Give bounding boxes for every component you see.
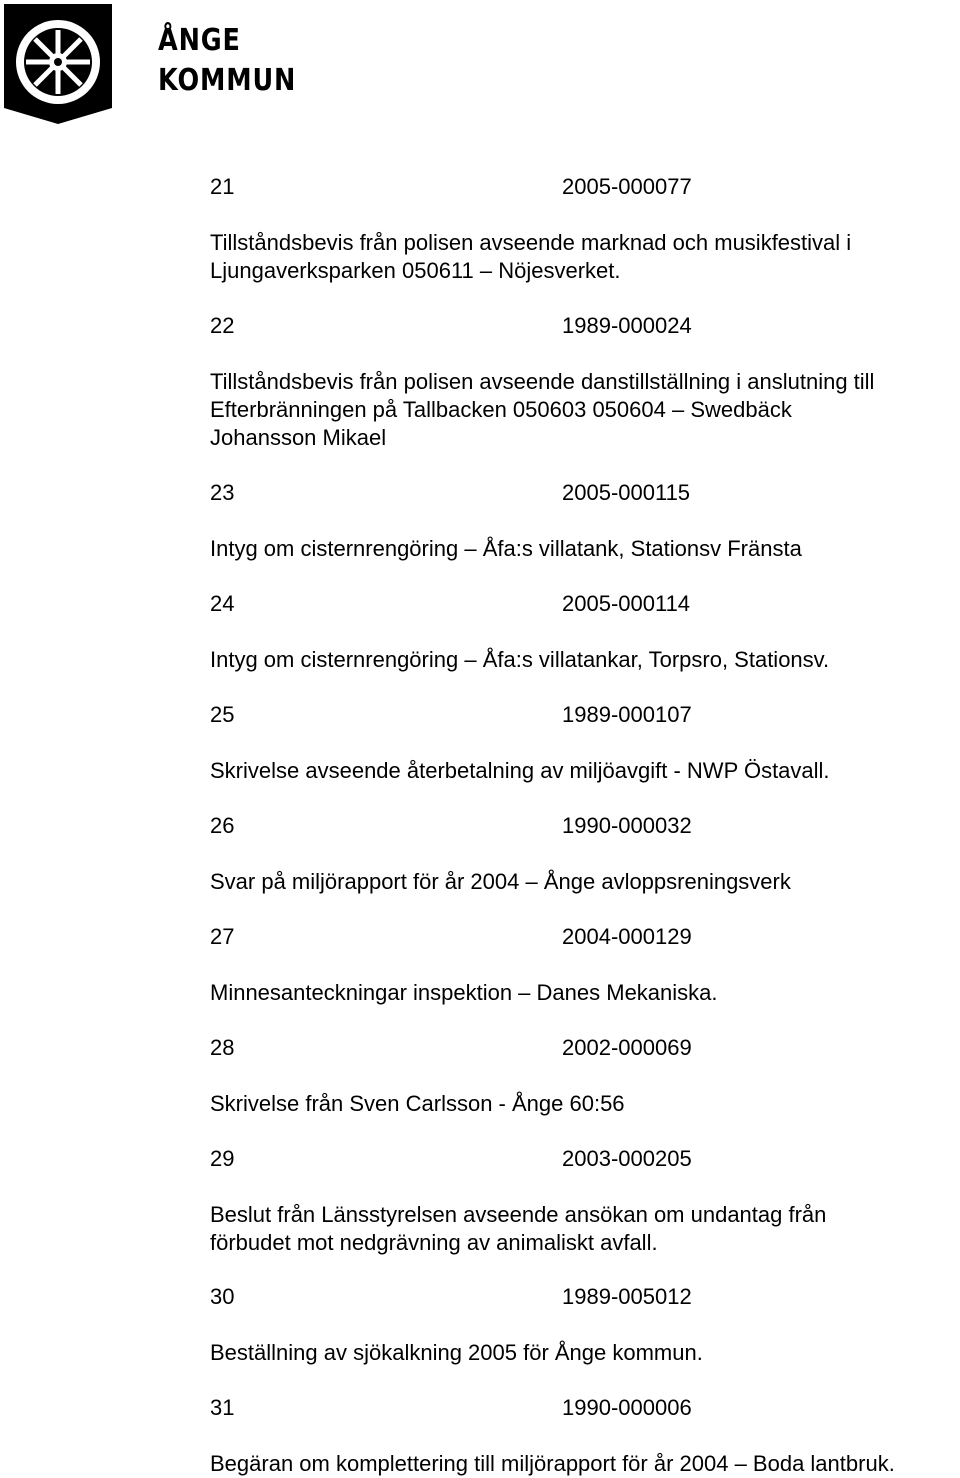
entry-description: Tillståndsbevis från polisen avseende danstillställning i anslutning till Efterbränningen på Tallbacken 050603 050604 – Swedbäck Johansson Mikael <box>210 369 875 450</box>
entry-number: 21 <box>210 174 235 199</box>
entry-description: Intyg om cisternrengöring – Åfa:s villatankar, Torpsro, Stationsv. <box>210 647 830 672</box>
entry-number: 24 <box>210 591 235 616</box>
entry-description: Beställning av sjökalkning 2005 för Ånge kommun. <box>210 1340 703 1365</box>
entry-number: 22 <box>210 313 235 338</box>
entry-reference: 2002-000069 <box>562 1035 692 1060</box>
entry-description: Tillståndsbevis från polisen avseende marknad och musikfestival i Ljungaverksparken 050611 – Nöjesverket. <box>210 230 852 283</box>
entry-number: 28 <box>210 1035 235 1060</box>
entry-reference: 1990-000006 <box>562 1395 692 1420</box>
entry-number: 27 <box>210 924 235 949</box>
entry-reference: 1990-000032 <box>562 813 692 838</box>
entry-reference: 1989-000024 <box>562 313 692 338</box>
wheel-emblem-icon <box>0 0 130 128</box>
entry-description: Minnesanteckningar inspektion – Danes Mekaniska. <box>210 980 718 1005</box>
entry-reference: 1989-000107 <box>562 702 692 727</box>
entry-number: 23 <box>210 480 235 505</box>
entry-reference: 2005-000115 <box>562 480 691 505</box>
entry-number: 25 <box>210 702 235 727</box>
entry-description: Svar på miljörapport för år 2004 – Ånge avloppsreningsverk <box>210 869 791 894</box>
entry-number: 31 <box>210 1395 235 1420</box>
entry-description: Skrivelse från Sven Carlsson - Ånge 60:56 <box>210 1091 625 1116</box>
entry-reference: 1989-005012 <box>562 1284 692 1309</box>
entry-description: Beslut från Länsstyrelsen avseende ansökan om undantag från förbudet mot nedgrävning av animaliskt avfall. <box>210 1202 827 1255</box>
entry-number: 30 <box>210 1284 235 1309</box>
entry-reference: 2005-000077 <box>562 174 692 199</box>
entry-reference: 2004-000129 <box>562 924 692 949</box>
entry-reference: 2005-000114 <box>562 591 691 616</box>
entry-number: 26 <box>210 813 235 838</box>
entry-description: Begäran om komplettering till miljörapport för år 2004 – Boda lantbruk. <box>210 1451 895 1476</box>
entry-number: 29 <box>210 1146 235 1171</box>
entry-description: Skrivelse avseende återbetalning av miljöavgift - NWP Östavall. <box>210 758 830 783</box>
logo-text-line1: ÅNGE <box>158 23 241 58</box>
municipality-logo <box>0 0 297 128</box>
entry-reference: 2003-000205 <box>562 1146 692 1171</box>
entry-description: Intyg om cisternrengöring – Åfa:s villatank, Stationsv Fränsta <box>210 536 802 561</box>
logo-text-line2: KOMMUN <box>158 63 297 98</box>
